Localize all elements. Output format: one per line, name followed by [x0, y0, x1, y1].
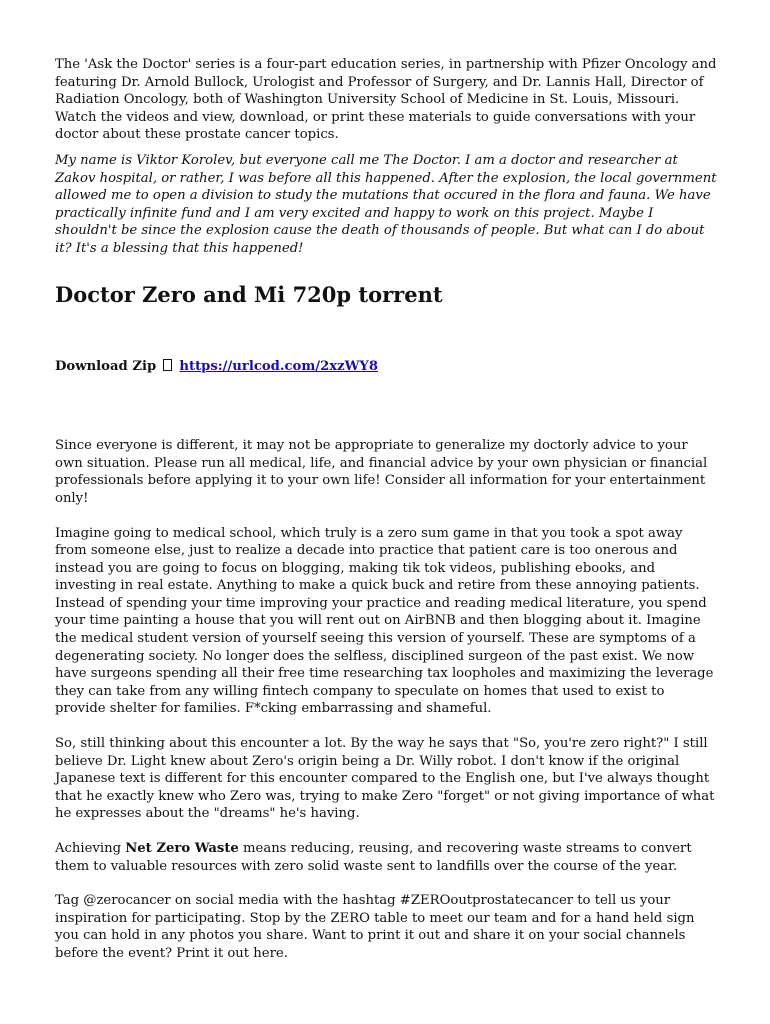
encounter-paragraph: So, still thinking about this encounter a lot. By the way he says that "So, you're zero right?" I still believe Dr. Light knew about Zero's origin being a Dr. Willy robot. I don't know if the original Japanese text is different for this encounter compared to the English one, but I've always thought that he exactly knew who Zero was, trying to make Zero "forget" or not giving importance of what he expresses about the "dreams" he's having. — [55, 736, 715, 822]
page-title: Doctor Zero and Mi 720p torrent — [55, 281, 443, 307]
missing-glyph-icon — [163, 359, 172, 371]
net-zero-suffix: means reducing, reusing, and recovering waste streams to convert them to valuable resources with zero solid waste sent to landfills over the course of the year. — [55, 841, 692, 874]
advice-paragraph: Since everyone is different, it may not be appropriate to generalize my doctorly advice to your own situation. Please run all medical, life, and financial advice by your own physician or financial professionals before applying it to your own life! Consider all information for your entertainment only! — [55, 438, 708, 506]
download-line — [55, 358, 717, 376]
net-zero-bold: Net Zero Waste — [125, 841, 239, 856]
net-zero-prefix: Achieving — [55, 841, 126, 856]
download-link[interactable]: https://urlcod.com/2xzWY8 — [179, 358, 379, 374]
tag-paragraph: Tag @zerocancer on social media with the hashtag #ZEROoutprostatecancer to tell us your inspiration for participating. Stop by the ZERO table to meet our team and for a hand held sign you can hold in any photos you share. Want to print it out and share it on your social channels before the event? Print it out here. — [55, 893, 695, 961]
document-page — [55, 56, 717, 963]
intro-paragraph: The 'Ask the Doctor' series is a four-part education series, in partnership with Pfizer Oncology and featuring Dr. Arnold Bullock, Urologist and Professor of Surgery, and Dr. Lannis Hall, Director of Radiation Oncology, both of Washington University School of Medicine in St. Louis, Missouri. Watch the videos and view, download, or print these materials to guide conversations with your doctor about these prostate cancer topics. — [55, 57, 717, 143]
italic-paragraph: My name is Viktor Korolev, but everyone call me The Doctor. I am a doctor and researcher at Zakov hospital, or rather, I was before all this happened. After the explosion, the local government allowed me to open a division to study the mutations that occured in the flora and fauna. We have practically infinite fund and I am very excited and happy to work on this project. Maybe I shouldn't be since the explosion cause the death of thousands of people. But what can I do about it? It's a blessing that this happened! — [55, 152, 717, 256]
medical-school-paragraph: Imagine going to medical school, which truly is a zero sum game in that you took a spot away from someone else, just to realize a decade into practice that patient care is too onerous and instead you are going to focus on blogging, making tik tok videos, publishing ebooks, and investing in real estate. Anything to make a quick buck and retire from these annoying patients. Instead of spending your time improving your practice and reading medical literature, you spend your time painting a house that you will rent out on AirBNB and then blogging about it. Imagine the medical student version of yourself seeing this version of yourself. These are symptoms of a degenerating society. No longer does the selfless, disciplined surgeon of the past exist. We now have surgeons spending all their free time researching tax loopholes and maximizing the leverage they can take from any willing fintech company to speculate on homes that used to exist to provide shelter for families. F*cking embarrassing and shameful. — [55, 525, 714, 717]
net-zero-paragraph — [55, 840, 717, 875]
download-label: Download Zip — [55, 358, 157, 374]
